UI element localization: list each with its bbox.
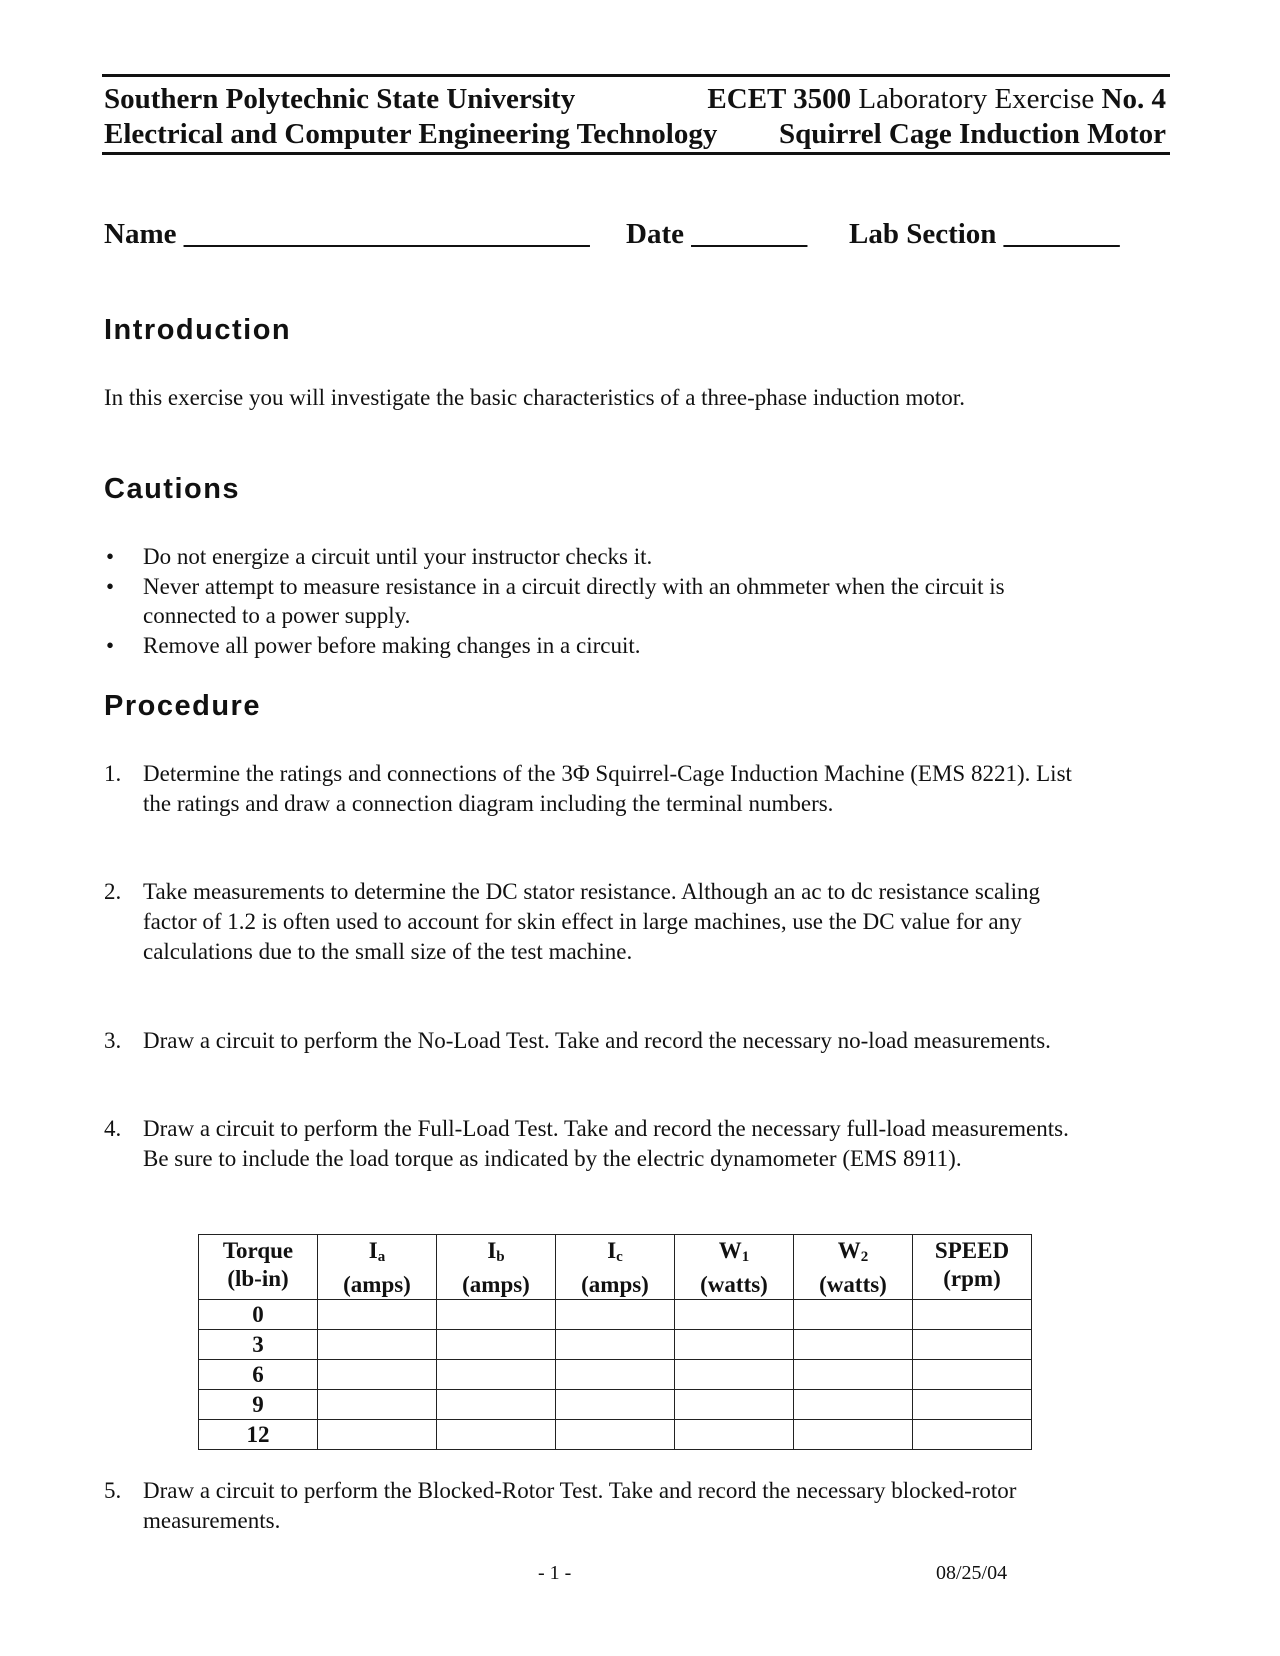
exercise-number: No. 4 [1101, 83, 1166, 115]
table-header-row [199, 1235, 1032, 1300]
torque-cell: 6 [199, 1360, 318, 1390]
empty-cell [318, 1300, 437, 1330]
exercise-type: Laboratory Exercise [858, 83, 1095, 115]
empty-cell [318, 1420, 437, 1450]
empty-cell [913, 1390, 1032, 1420]
lab-exercise-page: Southern Polytechnic State University ECET 3500 Laboratory Exercise No. 4 Electrical and Computer Engineering Technology Squirrel Cage Induction Motor Name ____________________________ Date ________ Lab Section ________ Introduction In this exercise you will investigate the basic characteristics of a three-phase induction motor. Cautions • Do not energize a circuit until your instructor checks it. • Never attempt to measure resistance in a circuit directly with an ohmmeter when the circuit is connected to a power supply. • Remove all power before making changes in a circuit. Procedure 1. Determine the ratings and connections of the 3Φ Squirrel-Cage Induction Machine (EMS 8221). List the ratings and draw a connection diagram including the terminal numbers. 2. Take measurements to determine the DC stator resistance. Although an ac to dc resistance scaling factor of 1.2 is often used to account for skin effect in large machines, use the DC value for any calculations due to the small size of the test machine. 3. Draw a circuit to perform the No-Load Test. Take and record the necessary no-load measurements. 4. Draw a circuit to perform the Full-Load Test. Take and record the necessary full-load measurements. Be sure to include the load torque as indicated by the electric dynamometer (EMS 8911). Torque (lb-in) $I_a$ (amps) $I_b$ (amps) $I_c$ (amps) $W_1$ (watts) $W_2$ (watts) SPEED (rpm) 0 3 6 9 12 5. Draw a circuit to perform the Blocked-Rotor Test. Take and record the necessary blocked-rotor measurements. - 1 - 08/25/04 [0, 0, 1280, 1656]
torque-cell: 0 [199, 1300, 318, 1330]
empty-cell [675, 1420, 794, 1450]
torque-cell: 9 [199, 1390, 318, 1420]
empty-cell [913, 1300, 1032, 1330]
column-header: $I_a$ (amps) [318, 1235, 437, 1300]
column-header: $I_c$ (amps) [556, 1235, 675, 1300]
empty-cell [675, 1360, 794, 1390]
empty-cell [556, 1300, 675, 1330]
empty-cell [675, 1330, 794, 1360]
torque-cell: 3 [199, 1330, 318, 1360]
empty-cell [437, 1330, 556, 1360]
empty-cell [794, 1420, 913, 1450]
empty-cell [437, 1300, 556, 1330]
column-header: $I_b$ (amps) [437, 1235, 556, 1300]
empty-cell [556, 1330, 675, 1360]
empty-cell [794, 1390, 913, 1420]
exercise-title: Squirrel Cage Induction Motor [779, 118, 1166, 150]
table-row [199, 1300, 1032, 1330]
page-number: - 1 - [538, 1562, 572, 1584]
table-row [199, 1360, 1032, 1390]
table-row [199, 1330, 1032, 1360]
date-field: Date ________ [626, 218, 808, 250]
lab-section-field: Lab Section ________ [849, 218, 1120, 250]
bullet-icon: • [106, 632, 115, 658]
empty-cell [794, 1330, 913, 1360]
empty-cell [675, 1390, 794, 1420]
empty-cell [675, 1300, 794, 1330]
empty-cell [794, 1360, 913, 1390]
header-bottom-rule [102, 152, 1170, 155]
university-name: Southern Polytechnic State University [104, 83, 576, 115]
introduction-text: In this exercise you will investigate the basic characteristics of a three-phase induction motor. [104, 385, 965, 410]
column-header: $W_1$ (watts) [675, 1235, 794, 1300]
empty-cell [318, 1390, 437, 1420]
empty-cell [318, 1330, 437, 1360]
empty-cell [794, 1300, 913, 1330]
empty-cell [437, 1390, 556, 1420]
empty-cell [556, 1390, 675, 1420]
empty-cell [556, 1360, 675, 1390]
introduction-heading: Introduction [104, 314, 292, 346]
cautions-list [104, 542, 1005, 660]
table-row [199, 1420, 1032, 1450]
empty-cell [437, 1420, 556, 1450]
header-top-rule [102, 74, 1170, 77]
empty-cell [913, 1360, 1032, 1390]
course-code: ECET 3500 [707, 83, 852, 115]
cautions-heading: Cautions [104, 473, 241, 505]
column-header: Torque (lb-in) [199, 1235, 318, 1300]
column-header: SPEED (rpm) [913, 1235, 1032, 1300]
empty-cell [913, 1420, 1032, 1450]
full-load-measurement-table [198, 1234, 1032, 1450]
torque-cell: 12 [199, 1420, 318, 1450]
table-row [199, 1390, 1032, 1420]
procedure-heading: Procedure [104, 690, 261, 722]
empty-cell [556, 1420, 675, 1450]
bullet-icon: • [106, 544, 115, 569]
empty-cell [437, 1360, 556, 1390]
revision-date: 08/25/04 [936, 1562, 1008, 1584]
caution-item: • Never attempt to measure resistance in a circuit directly with an ohmmeter when the circuit is connected to a power supply. [106, 573, 1005, 628]
name-field: Name ____________________________ [104, 218, 590, 250]
department-name: Electrical and Computer Engineering Technology [104, 118, 718, 150]
column-header: $W_2$ (watts) [794, 1235, 913, 1300]
empty-cell [913, 1330, 1032, 1360]
empty-cell [318, 1360, 437, 1390]
caution-item: • Do not energize a circuit until your instructor checks it. [104, 542, 1005, 572]
exercise-label [707, 82, 1166, 116]
caution-item: • Remove all power before making changes in a circuit. [104, 631, 1005, 661]
bullet-icon: • [106, 573, 115, 599]
